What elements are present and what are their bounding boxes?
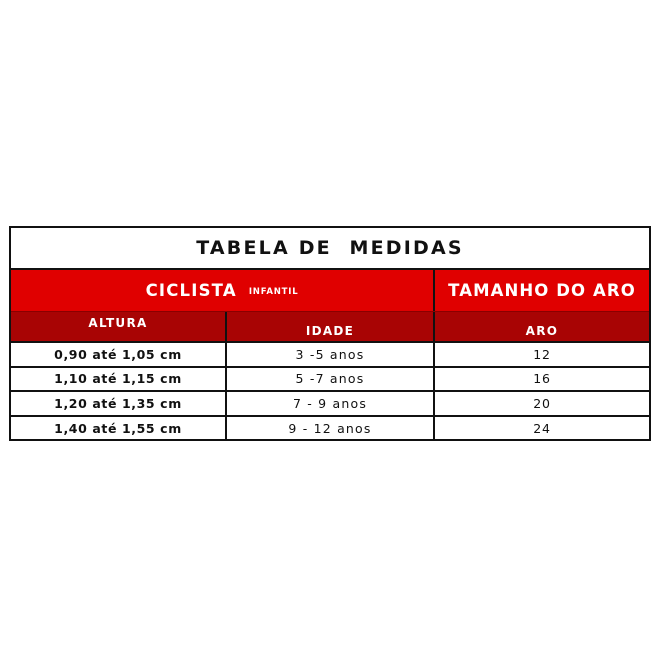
column-header-idade: IDADE — [227, 312, 435, 341]
cell-aro: 12 — [533, 346, 551, 362]
cell-altura: 0,90 até 1,05 cm — [11, 343, 227, 366]
cell-idade: 9 - 12 anos — [227, 417, 435, 442]
cell-aro: 16 — [533, 371, 551, 387]
group-tamanho-label: TAMANHO DO ARO — [448, 281, 636, 300]
group-ciclista-label: CICLISTA — [145, 281, 237, 300]
table-row — [11, 368, 649, 393]
column-header-aro: ARO — [525, 324, 559, 338]
table-row — [11, 417, 649, 442]
size-chart-table — [9, 226, 651, 441]
cell-aro: 20 — [533, 395, 551, 411]
title-row — [11, 228, 649, 270]
cell-aro: 24 — [533, 421, 551, 437]
column-header-altura: ALTURA — [11, 312, 227, 341]
cell-idade: 5 -7 anos — [227, 368, 435, 391]
cell-idade: 7 - 9 anos — [227, 392, 435, 415]
cell-altura: 1,10 até 1,15 cm — [11, 368, 227, 391]
table-row — [11, 343, 649, 368]
table-row — [11, 392, 649, 417]
cell-altura: 1,20 até 1,35 cm — [11, 392, 227, 415]
group-infantil-sublabel: INFANTIL — [248, 287, 299, 297]
group-header-ciclista — [11, 270, 435, 311]
table-title: TABELA DE MEDIDAS — [196, 237, 464, 259]
group-header-row — [11, 270, 649, 312]
group-header-tamanho-do-aro — [435, 270, 649, 311]
cell-idade: 3 -5 anos — [227, 343, 435, 366]
cell-altura: 1,40 até 1,55 cm — [11, 417, 227, 442]
column-header-row — [11, 312, 649, 343]
